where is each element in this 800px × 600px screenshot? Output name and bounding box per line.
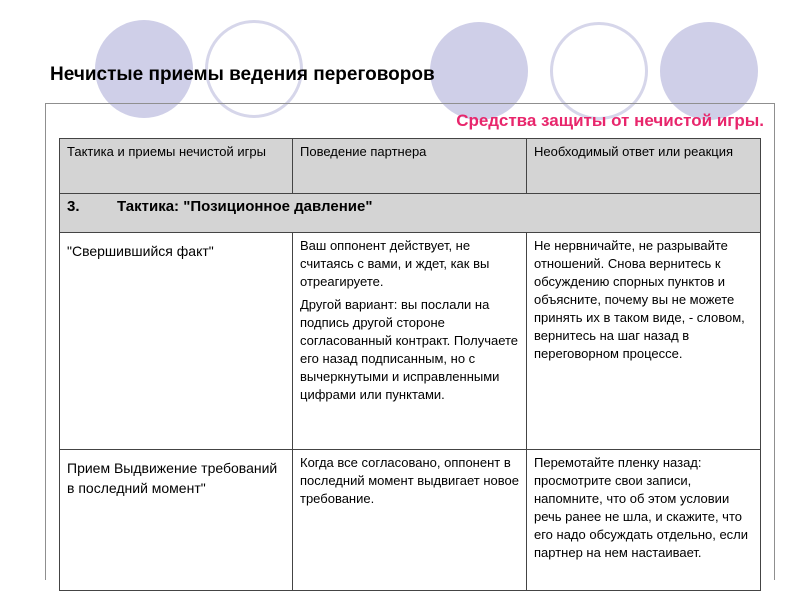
header-response: Необходимый ответ или реакция [527, 139, 761, 194]
behavior-paragraph: Другой вариант: вы послали на подпись другой стороне согласованный контракт. Получаете его назад подписанным, но с вычеркнутыми и исправленными цифрами или пунктами. [300, 297, 519, 402]
frame-right-line [774, 103, 775, 580]
slide-subtitle: Средства защиты от нечистой игры. [456, 111, 764, 130]
page-title: Нечистые приемы ведения переговоров [50, 64, 435, 85]
frame-left-line [45, 103, 46, 580]
table-row [60, 233, 761, 450]
decorative-circle [550, 22, 648, 120]
section-row [60, 194, 761, 233]
behavior-paragraph: Ваш оппонент действует, не считаясь с вами, и ждет, как вы отреагируете. [300, 238, 490, 289]
table-header-row [60, 139, 761, 194]
decorative-circle [660, 22, 758, 120]
behavior-cell [293, 450, 527, 591]
behavior-cell [293, 233, 527, 450]
header-behavior: Поведение партнера [293, 139, 527, 194]
tactic-cell: Прием Выдвижение требований в последний момент" [60, 450, 293, 591]
tactic-cell: "Свершившийся факт" [60, 233, 293, 450]
response-cell: Перемотайте пленку назад: просмотрите свои записи, напомните, что об этом условии речь ранее не шла, и скажите, что его надо обсуждать отдельно, если партнер на нем настаивает. [527, 450, 761, 591]
header-tactic: Тактика и приемы нечистой игры [60, 139, 293, 194]
section-title: Тактика: "Позиционное давление" [117, 198, 373, 215]
table-row [60, 450, 761, 591]
frame-top-line [45, 103, 775, 104]
response-cell: Не нервничайте, не разрывайте отношений. Снова вернитесь к обсуждению спорных пунктов и объясните, почему вы не можете принять их в таком виде, - словом, вернитесь на шаг назад в переговорном процессе. [527, 233, 761, 450]
tactics-table [59, 138, 761, 591]
decorative-circle [430, 22, 528, 120]
section-cell [60, 194, 761, 233]
section-number: 3. [67, 198, 80, 215]
behavior-paragraph: Когда все согласовано, оппонент в последний момент выдвигает новое требование. [300, 455, 519, 506]
